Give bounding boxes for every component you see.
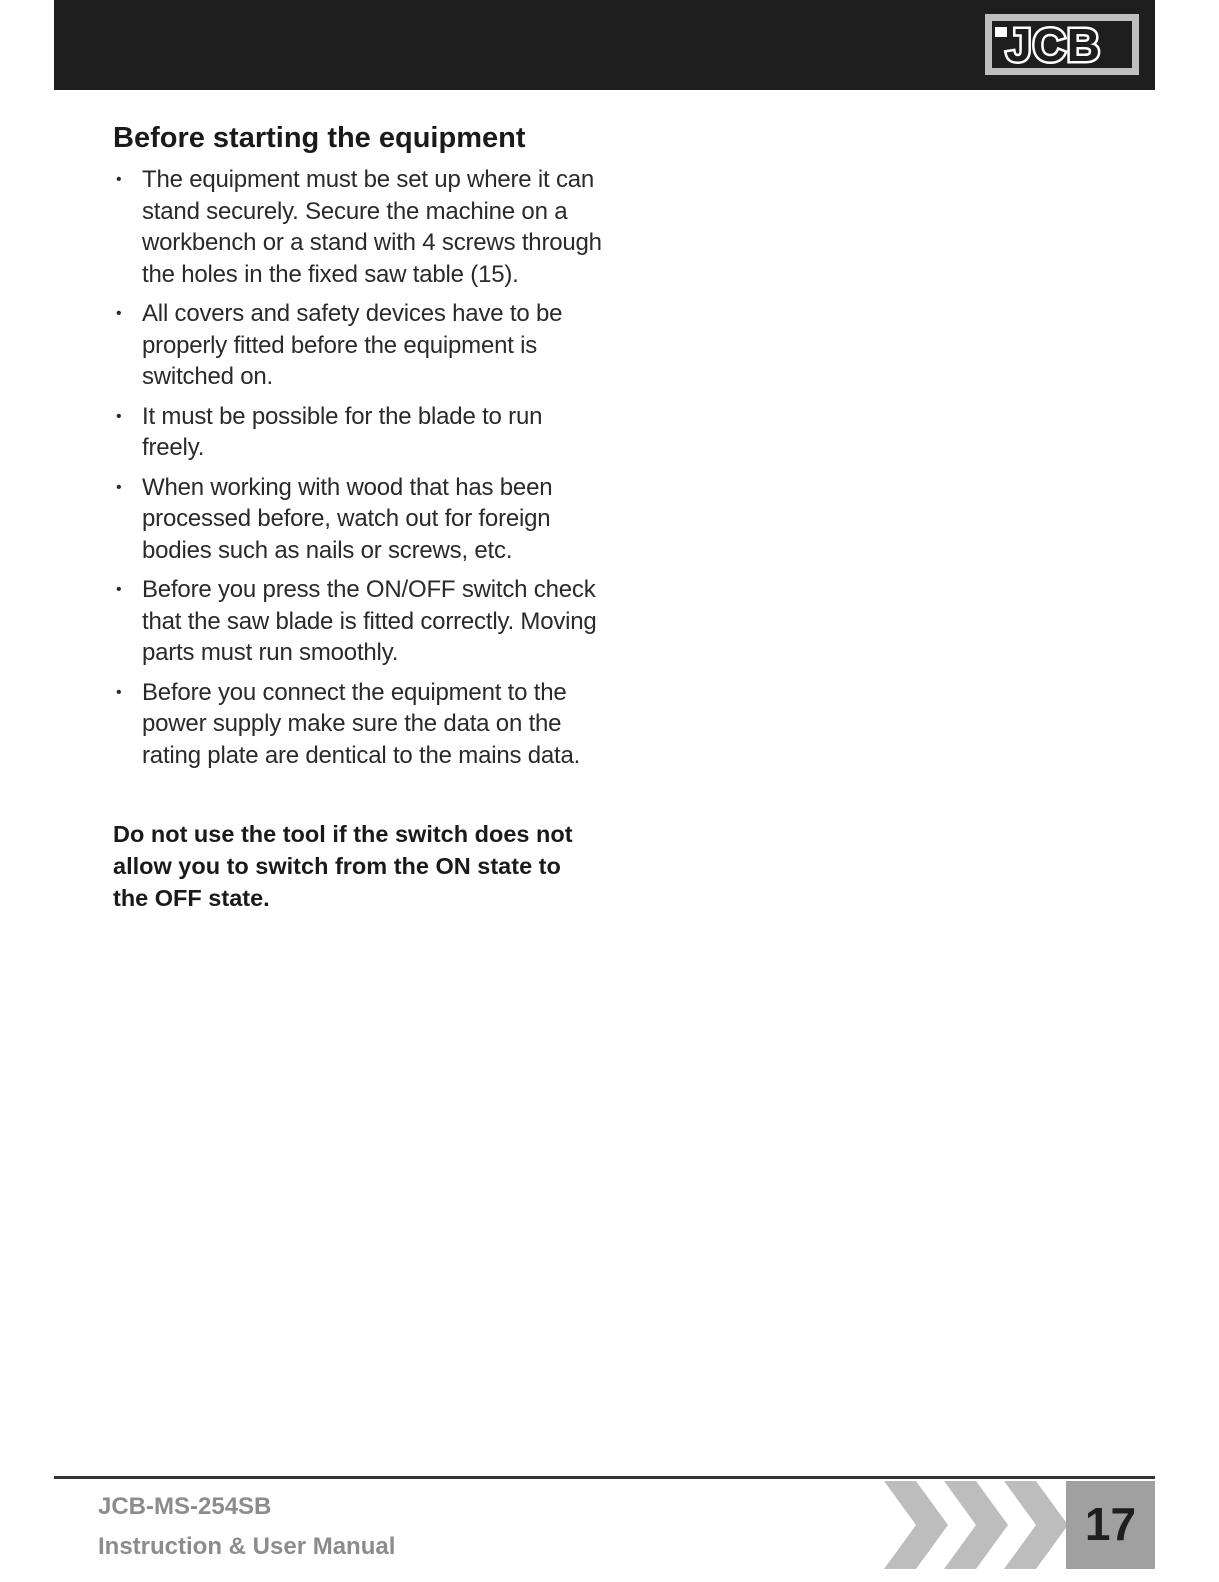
list-item: [113, 164, 603, 290]
page-number: 17: [1084, 1498, 1137, 1550]
bullet-icon: •: [116, 407, 122, 425]
bullet-icon: •: [116, 478, 122, 496]
main-content: [113, 118, 603, 938]
jcb-logo: [985, 14, 1139, 75]
bullet-icon: •: [116, 683, 122, 701]
chevron-right-icon: [1004, 1481, 1068, 1569]
bullet-icon: •: [116, 581, 122, 598]
chevron-right-icon: [884, 1481, 948, 1569]
bullet-list: [113, 164, 603, 771]
bullet-icon: •: [116, 171, 122, 188]
list-item-text: All covers and safety devices have to be properly fitted before the equipment is switched on.: [142, 300, 563, 390]
logo-text: JCB: [1006, 19, 1102, 71]
list-item-text: The equipment must be set up where it can stand securely. Secure the machine on a workbench or a stand with 4 screws through the holes in the fixed saw table (15).: [142, 166, 602, 288]
list-item: [113, 298, 603, 393]
footer-model-number: JCB-MS-254SB: [98, 1493, 272, 1520]
bullet-icon: •: [116, 305, 122, 322]
list-item-text: Before you connect the equipment to the power supply make sure the data on the rating plate are dentical to the mains data.: [142, 678, 581, 769]
list-item: [113, 472, 603, 567]
chevrons-icon: [884, 1481, 1068, 1569]
list-item-text: It must be possible for the blade to run freely.: [142, 402, 543, 461]
list-item-text: When working with wood that has been processed before, watch out for foreign bodies such as nails or screws, etc.: [142, 473, 553, 564]
page-number-box: [1066, 1481, 1155, 1569]
footer-manual-title: Instruction & User Manual: [98, 1533, 396, 1560]
list-item-text: Before you press the ON/OFF switch check that the saw blade is fitted correctly. Moving parts must run smoothly.: [142, 576, 597, 666]
section-heading: Before starting the equipment: [113, 122, 526, 154]
list-item: [113, 677, 603, 772]
header-bar: [54, 0, 1155, 90]
list-item: [113, 401, 603, 464]
footer-divider: [54, 1476, 1155, 1479]
chevron-right-icon: [944, 1481, 1008, 1569]
warning-note: Do not use the tool if the switch does not allow you to switch from the ON state to the OFF state.: [113, 821, 573, 911]
list-item: [113, 574, 603, 669]
